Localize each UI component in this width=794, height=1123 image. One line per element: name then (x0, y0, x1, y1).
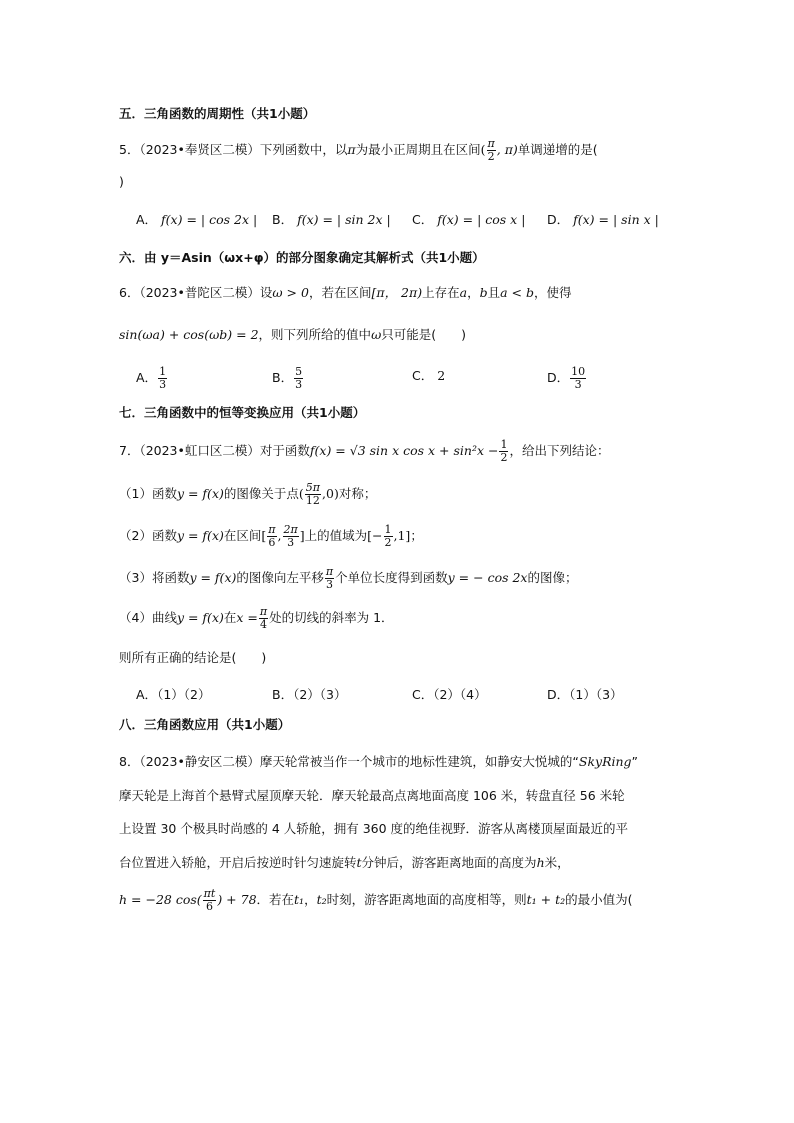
q6-text-h: 只可能是( ) (381, 327, 467, 342)
fraction-denominator: 3 (326, 578, 333, 591)
q7-option-d (547, 685, 623, 705)
fraction-numerator: π (325, 565, 334, 578)
q5-text-b: 为最小正周期且在区间 (355, 142, 481, 157)
q7-conclusion-2 (119, 524, 423, 549)
q8-text: 米， (544, 855, 570, 870)
option-expression: f(x) = | sin x | (573, 212, 659, 227)
fraction-numerator: 10 (571, 365, 586, 378)
conclusion-function: y = f(x) (176, 528, 224, 543)
q5-option-b (272, 210, 391, 230)
q6-text-d: ， (467, 285, 480, 300)
fraction-denominator: 3 (574, 378, 582, 391)
option-label: A． (136, 687, 158, 702)
q6-omega-condition: ω > 0 (272, 285, 309, 300)
fraction-denominator: 2 (500, 451, 508, 464)
option-text: （2）（4） (433, 687, 487, 702)
fraction-numerator: π (259, 605, 268, 618)
q8-text: 的最小值为( (565, 892, 633, 907)
option-expression: f(x) = | cos 2x | (161, 212, 258, 227)
bracket: ,1] (393, 528, 411, 543)
q8-formula: h = −28 cos( (119, 892, 202, 907)
conclusion-text: 的图像关于点 (223, 486, 299, 501)
section-heading-6: 六．由 y＝Asin（ωx+φ）的部分图象确定其解析式（共1小题） (119, 250, 485, 265)
q8-text: 台位置进入轿舱，开启后按逆时针匀速旋转 (119, 855, 357, 870)
q5-interval-close: , π) (496, 142, 518, 157)
q7-conclusion-3 (119, 566, 578, 591)
q7-conclusion-1 (119, 482, 376, 507)
conclusion-text: 的图像向左平移 (236, 570, 324, 585)
q8-text: 时刻，游客距离地面的高度相等，则 (326, 892, 527, 907)
conclusion-fraction (325, 566, 334, 591)
question-5-stem-line2: ) (119, 174, 124, 189)
q8-line-4 (119, 853, 570, 873)
q6-option-d (547, 366, 587, 391)
q8-text: 8．（2023•静安区二模）摩天轮常被当作一个城市的地标性建筑，如静安大悦城的“ (119, 754, 579, 769)
option-label: D． (547, 212, 570, 227)
q6-var-b: b (479, 285, 488, 300)
section-heading-7: 七．三角函数中的恒等变换应用（共1小题） (119, 405, 366, 420)
q8-var-t2: t₂ (316, 892, 327, 907)
conclusion-text: （2）函数 (119, 528, 177, 543)
q5-text-a: 5．（2023•奉贤区二模）下列函数中，以 (119, 142, 348, 157)
option-fraction (158, 366, 167, 391)
q8-text: ．若在 (256, 892, 295, 907)
q8-var-t1: t₁ (294, 892, 305, 907)
conclusion-text: 处的切线的斜率为 1． (269, 610, 394, 625)
conclusion-x: x = (236, 610, 258, 625)
option-label: C． (412, 212, 434, 227)
option-label: C． (412, 687, 434, 702)
question-7-stem (119, 439, 609, 464)
fraction-denominator: 12 (305, 494, 320, 507)
bracket: ] (299, 528, 305, 543)
fraction-numerator: π (268, 523, 276, 536)
q8-line-2: 摩天轮是上海首个悬臂式屋顶摩天轮．摩天轮最高点离地面高度 106 米，转盘直径 56 米轮 (119, 788, 625, 803)
option-label: B． (272, 687, 294, 702)
q5-option-d (547, 210, 659, 230)
q7-conclusion-4 (119, 606, 394, 631)
q8-sum: t₁ + t₂ (526, 892, 566, 907)
option-label: A． (136, 212, 158, 227)
option-value: 2 (437, 368, 446, 383)
conclusion-text: 在 (223, 610, 237, 625)
option-fraction (294, 366, 303, 391)
q7-option-c (412, 685, 487, 705)
option-label: D． (547, 370, 570, 385)
fraction-denominator: 6 (268, 536, 276, 549)
q7-text-b: ，给出下列结论： (509, 443, 610, 458)
conclusion-text: 的图像； (527, 570, 578, 585)
fraction-denominator: 2 (384, 536, 392, 549)
bracket: [ (261, 528, 267, 543)
section-heading-8: 八．三角函数应用（共1小题） (119, 717, 291, 732)
q6-option-c (412, 366, 445, 386)
conclusion-text: 在区间 (223, 528, 262, 543)
conclusion-function: y = f(x) (189, 570, 237, 585)
q6-equation: sin(ωa) + cos(ωb) = 2 (119, 327, 259, 342)
option-expression: f(x) = | sin 2x | (297, 212, 391, 227)
bracket: [− (367, 528, 383, 543)
conclusion-function: y = f(x) (176, 486, 224, 501)
q8-line-1 (119, 752, 638, 772)
q8-line-5 (119, 888, 633, 913)
q6-a-lt-b: a < b (500, 285, 534, 300)
q5-text-c: 单调递增的是( (517, 142, 598, 157)
q6-option-b (272, 366, 304, 391)
fraction-denominator: 2 (487, 150, 495, 163)
q6-text-f: ，使得 (534, 285, 572, 300)
conclusion-fraction (259, 606, 268, 631)
q5-interval-fraction (487, 138, 496, 163)
q8-text: ， (304, 892, 317, 907)
conclusion-text: 个单位长度得到函数 (335, 570, 448, 585)
q8-var-h: h (536, 855, 545, 870)
conclusion-fraction (283, 524, 299, 549)
q8-line-3: 上设置 30 个极具时尚感的 4 人轿舱，拥有 360 度的绝佳视野．游客从离楼顶屋面最近的平 (119, 821, 629, 836)
option-expression: f(x) = | cos x | (437, 212, 526, 227)
option-label: B． (272, 212, 294, 227)
paren: ,0) (322, 486, 339, 501)
q6-omega: ω (371, 327, 382, 342)
fraction-numerator: πt (203, 887, 216, 900)
option-text: （1）（3） (569, 687, 623, 702)
q6-text-e: 且 (487, 285, 501, 300)
q5-pi: π (347, 142, 356, 157)
conclusion-text: （3）将函数 (119, 570, 190, 585)
option-fraction (570, 366, 586, 391)
conclusion-text: ； (410, 528, 423, 543)
q7-option-b (272, 685, 346, 705)
option-label: D． (547, 687, 570, 702)
q6-option-a (136, 366, 168, 391)
q6-text-g: ，则下列所给的值中 (258, 327, 372, 342)
fraction-denominator: 6 (205, 900, 213, 913)
conclusion-function: y = f(x) (176, 610, 224, 625)
option-text: （2）（3） (293, 687, 347, 702)
conclusion-text: 上的值域为 (304, 528, 368, 543)
fraction-numerator: 5π (305, 481, 321, 494)
conclusion-fraction (305, 482, 321, 507)
q5-option-c (412, 210, 525, 230)
q5-interval-open: ( (480, 142, 486, 157)
q6-text-b: ，若在区间 (308, 285, 372, 300)
conclusion-text: （4）曲线 (119, 610, 177, 625)
conclusion-text: （1）函数 (119, 486, 177, 501)
question-6-stem (119, 283, 572, 303)
option-label: A． (136, 370, 158, 385)
q7-option-a (136, 685, 210, 705)
q7-function: f(x) = √3 sin x cos x + sin²x − (309, 443, 499, 458)
q7-text-a: 7．（2023•虹口区二模）对于函数 (119, 443, 310, 458)
q8-text: 分钟后，游客距离地面的高度为 (361, 855, 537, 870)
fraction-numerator: 2π (283, 523, 298, 536)
paren: ( (298, 486, 304, 501)
q6-text-a: 6．（2023•普陀区二模）设 (119, 285, 273, 300)
q8-text: ” (631, 754, 639, 769)
q8-formula: ) + 78 (217, 892, 257, 907)
fraction-denominator: 4 (260, 618, 267, 631)
q7-half-fraction (499, 439, 508, 464)
conclusion-function: y = − cos 2x (447, 570, 528, 585)
fraction-denominator: 3 (295, 378, 303, 391)
fraction-numerator: π (487, 137, 495, 150)
question-5-stem (119, 138, 598, 163)
q6-text-c: 上存在 (422, 285, 460, 300)
q5-option-a (136, 210, 257, 230)
comma: , (277, 528, 282, 543)
option-text: （1）（2） (157, 687, 211, 702)
fraction-denominator: 3 (287, 536, 295, 549)
fraction-numerator: 5 (295, 365, 303, 378)
option-label: B． (272, 370, 294, 385)
fraction-numerator: 1 (500, 438, 508, 451)
q8-var-t: t (356, 855, 362, 870)
fraction-numerator: 1 (384, 523, 392, 536)
fraction-numerator: 1 (159, 365, 167, 378)
q8-skyring: SkyRing (578, 754, 632, 769)
conclusion-fraction (384, 524, 393, 549)
q6-var-a: a (459, 285, 468, 300)
section-heading-5: 五．三角函数的周期性（共1小题） (119, 106, 316, 121)
q6-interval: [π， 2π) (371, 285, 423, 300)
conclusion-text: 对称； (338, 486, 377, 501)
fraction-denominator: 3 (159, 378, 167, 391)
question-7-ask: 则所有正确的结论是( ) (119, 650, 267, 665)
question-6-stem-line2 (119, 325, 466, 345)
q8-formula-fraction (203, 888, 217, 913)
conclusion-fraction (267, 524, 276, 549)
option-label: C． (412, 368, 434, 383)
